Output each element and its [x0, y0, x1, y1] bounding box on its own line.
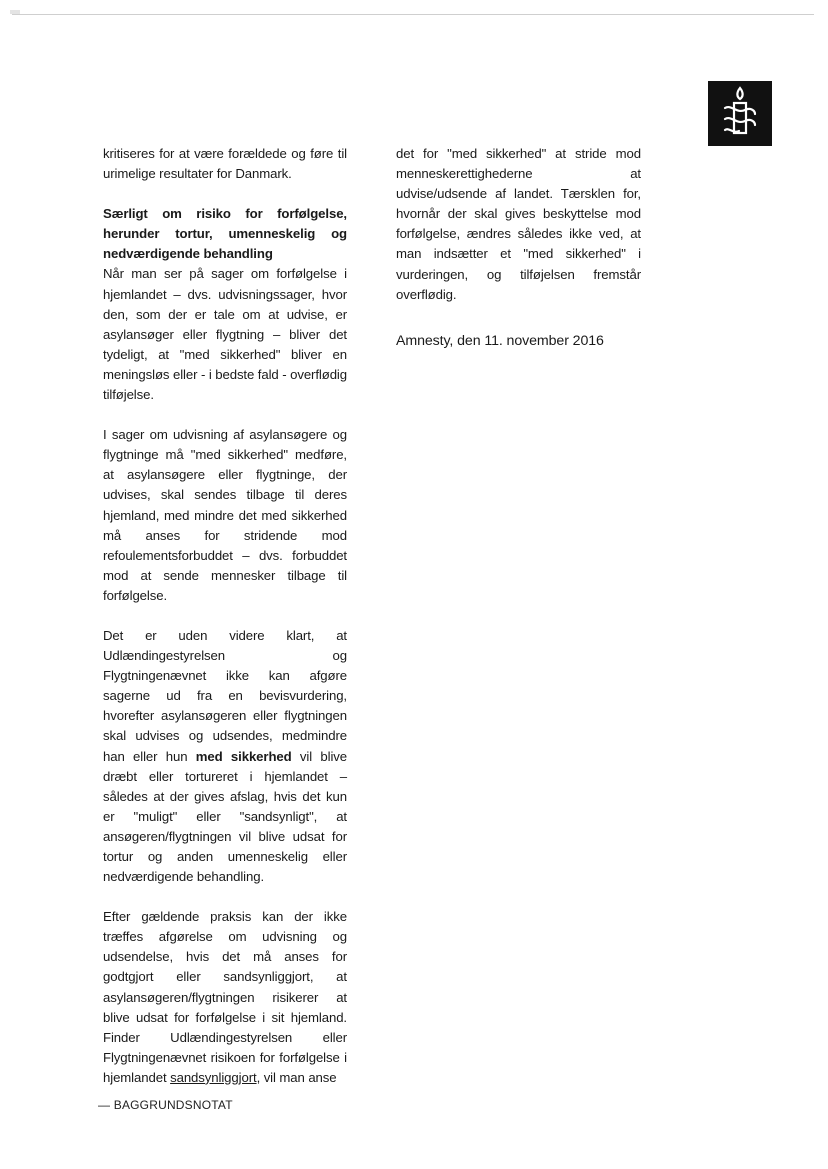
- paragraph-assessment: [103, 626, 347, 887]
- practice-underlined: sandsynliggjort: [170, 1069, 257, 1085]
- paragraph-practice: [103, 907, 347, 1088]
- assessment-emphasis: med sikkerhed: [195, 748, 292, 764]
- paragraph-conclusion: det for "med sikkerhed" at stride mod menneskerettighederne at udvise/udsende af landet. Tærsklen for, hvornår der skal gives beskyttelse mod forfølgelse, ændres således ikke ved, at man indsætter et "med sikkerhed" i vurderingen, og tilføjelsen fremstår overflødig.: [396, 146, 641, 302]
- amnesty-logo: [708, 81, 772, 146]
- assessment-text-a: Det er uden videre klart, at Udlændingestyrelsen og Flygtningenævnet ikke kan afgøre sagerne ud fra en bevisvurdering, hvorefter asylansøgeren eller flygtningen skal udvises og udsendes, medmindre han eller hun: [103, 627, 347, 764]
- signature-date: Amnesty, den 11. november 2016: [396, 332, 604, 349]
- paragraph-persecution: Når man ser på sager om forfølgelse i hjemlandet – dvs. udvisningssager, hvor den, som der er tale om at udvise, er asylansøger eller flygtning – bliver det tydeligt, at "med sikkerhed" bliver en meningsløs eller - i bedste fald - overflødig tilføjelse.: [103, 266, 347, 403]
- practice-text-b: , vil man anse: [256, 1069, 337, 1085]
- left-column: [103, 144, 347, 1108]
- footer-label: — BAGGRUNDSNOTAT: [98, 1098, 233, 1112]
- practice-text-a: Efter gældende praksis kan der ikke træffes afgørelse om udvisning og udsendelse, hvis det må anses for godtgjort eller sandsynliggjort, at asylansøgeren/flygtningen risikerer at blive udsat for forfølgelse i sit hjemland. Finder Udlændingestyrelsen eller Flygtningenævnet risikoen for forfølgelse i hjemlandet: [103, 909, 347, 1085]
- scan-edge-line: [12, 14, 814, 15]
- paragraph-expulsion: I sager om udvisning af asylansøgere og flygtninge må "med sikkerhed" medføre, at asylansøgere eller flygtninge, der udvises, skal sendes tilbage til deres hjemland, med mindre det med sikkerhed må anses for stridende mod refoulementsforbuddet – dvs. forbuddet mod at sende mennesker tilbage til forfølgelse.: [103, 427, 347, 603]
- right-column: [396, 144, 641, 371]
- amnesty-candle-icon: [717, 84, 763, 143]
- paragraph-intro: kritiseres for at være forældede og føre til urimelige resultater for Danmark.: [103, 146, 347, 182]
- section-heading: Særligt om risiko for forfølgelse, herunder tortur, umenneskelig og nedværdigende behandling: [103, 206, 347, 262]
- assessment-text-b: vil blive dræbt eller tortureret i hjemlandet – således at der gives afslag, hvis det kun er "muligt" eller "sandsynligt", at ansøgeren/flygtningen vil blive udsat for tortur og anden umenneskelig eller nedværdigende behandling.: [103, 748, 347, 885]
